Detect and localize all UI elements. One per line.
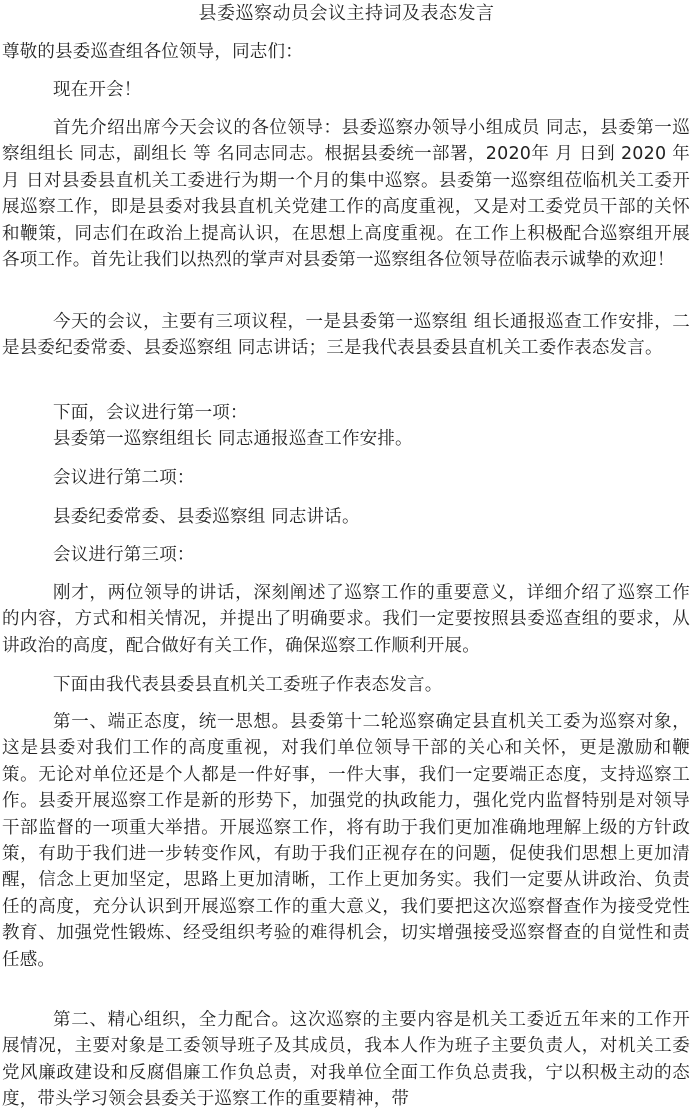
paragraph-point-two: 第二、精心组织，全力配合。这次巡察的主要内容是机关工委近五年来的工作开展情况，主要对象是工委领导班子及其成员，我本人作为班子主要负责人，对机关工委党风廉政建设和反腐倡廉工作负总责，对我单位全面工作负总责我，宁以积极主动的态度，带头学习领会县委关于巡察工作的重要精神，带	[2, 1010, 690, 1110]
paragraph-item-two-content: 县委纪委常委、县委巡察组 同志讲话。	[53, 507, 360, 527]
salutation: 尊敬的县委巡查组各位领导，同志们：	[2, 42, 303, 62]
paragraph-open-meeting: 现在开会！	[53, 80, 142, 100]
document-title: 县委巡察动员会议主持词及表态发言	[198, 3, 495, 24]
paragraph-item-one-heading: 下面，会议进行第一项：	[53, 403, 248, 423]
paragraph-summary: 刚才，两位领导的讲话，深刻阐述了巡察工作的重要意义，详细介绍了巡察工作的内容，方式和相关情况，并提出了明确要求。我们一定要按照县委巡查组的要求，从讲政治的高度，配合做好有关工作，确保巡察工作顺利开展。	[2, 583, 690, 656]
paragraph-item-three-heading: 会议进行第三项：	[53, 545, 195, 565]
paragraph-agenda: 今天的会议，主要有三项议程，一是县委第一巡察组 组长通报巡查工作安排，二是县委纪委常委、县委巡察组 同志讲话；三是我代表县委县直机关工委作表态发言。	[2, 312, 690, 359]
paragraph-statement-intro: 下面由我代表县委县直机关工委班子作表态发言。	[53, 675, 443, 695]
paragraph-item-one-content: 县委第一巡察组组长 同志通报巡查工作安排。	[53, 429, 413, 449]
paragraph-introduction: 首先介绍出席今天会议的各位领导：县委巡察办领导小组成员 同志，县委第一巡察组组长 同志，副组长 等 名同志同志。根据县委统一部署，2020年 月 日到 2020 年 月 日对县委县直机关工委进行为期一个月的集中巡察。县委第一巡察组莅临机关工委开展巡察工作，即是县委对我县直机关党建工作的高度重视，又是对工委党员干部的关怀和鞭策，同志们在政治上提高认识，在思想上高度重视。在工作上积极配合巡察组开展各项工作。首先让我们以热烈的掌声对县委第一巡察组各位领导莅临表示诚挚的欢迎！	[2, 118, 690, 271]
paragraph-point-one: 第一、端正态度，统一思想。县委第十二轮巡察确定县直机关工委为巡察对象，这是县委对我们工作的高度重视，对我们单位领导干部的关心和关怀，更是激励和鞭策。无论对单位还是个人都是一件好事，一件大事，我们一定要端正态度，支持巡察工作。县委开展巡察工作是新的形势下，加强党的执政能力，强化党内监督特别是对领导干部监督的一项重大举措。开展巡察工作，将有助于我们更加准确地理解上级的方针政策，有助于我们进一步转变作风，有助于我们正视存在的问题，促使我们思想上更加清醒，信念上更加坚定，思路上更加清晰，工作上更加务实。我们一定要从讲政治、负责任的高度，充分认识到开展巡察工作的重大意义，我们要把这次巡察督查作为接受党性教育、加强党性锻炼、经受组织考验的难得机会，切实增强接受巡察督查的自觉性和责任感。	[2, 712, 690, 970]
paragraph-item-two-heading: 会议进行第二项：	[53, 468, 195, 488]
